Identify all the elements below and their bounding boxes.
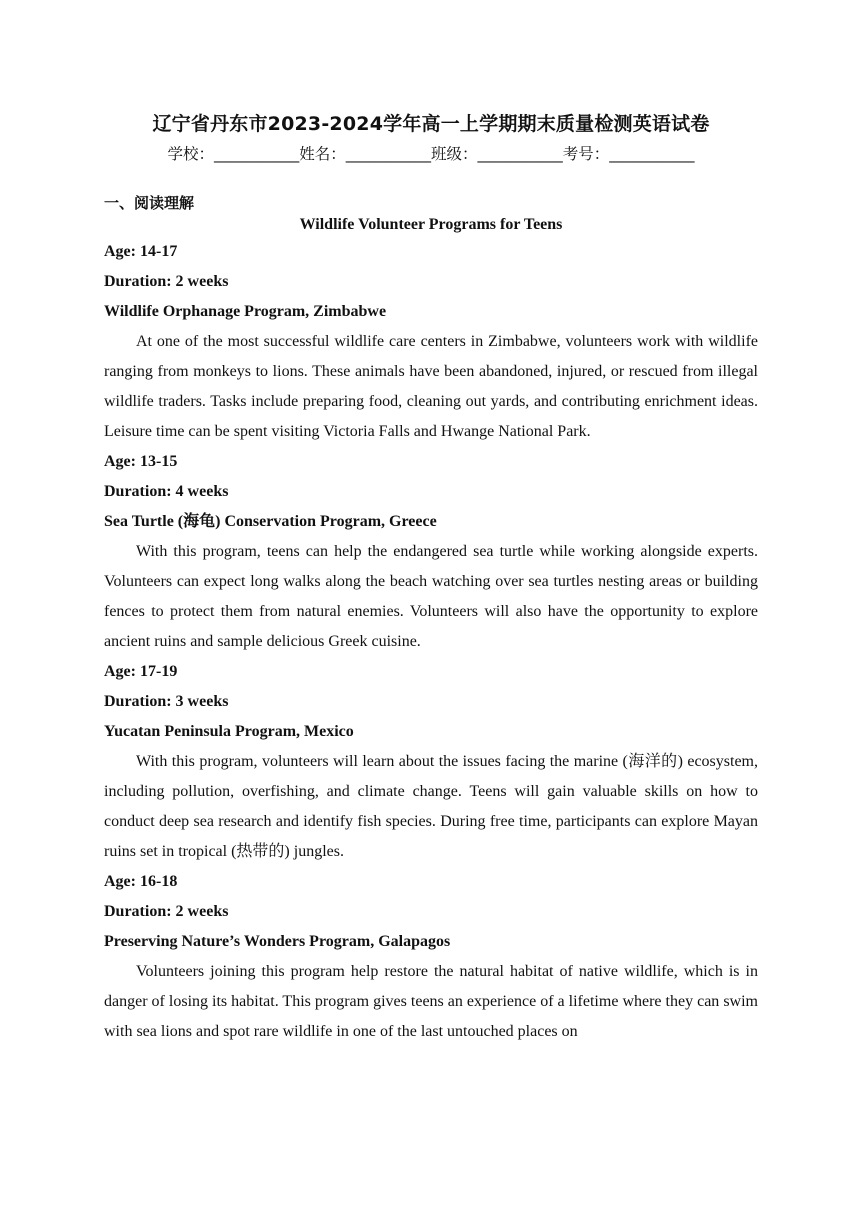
program-age: Age: 14-17	[104, 243, 178, 260]
program-duration: Duration: 4 weeks	[104, 483, 229, 500]
program-name: Yucatan Peninsula Program, Mexico	[104, 723, 354, 740]
program-duration: Duration: 3 weeks	[104, 693, 229, 710]
student-info-line: 学校：___________姓名：___________班级：___________考号：___________	[167, 145, 695, 163]
program-name: Wildlife Orphanage Program, Zimbabwe	[104, 303, 387, 320]
program-description: With this program, teens can help the endangered sea turtle while working alongside experts. Volunteers can expect long walks along the beach watching over sea turtles nesting areas or building fences to protect them from natural enemies. Volunteers will also have the opportunity to explore ancient ruins and sample delicious Greek cuisine.	[104, 543, 758, 650]
program-mexico	[104, 657, 758, 867]
program-duration: Duration: 2 weeks	[104, 903, 229, 920]
passage-title: Wildlife Volunteer Programs for Teens	[299, 216, 563, 233]
section-heading: 一、阅读理解	[104, 194, 195, 212]
program-age: Age: 13-15	[104, 453, 178, 470]
program-galapagos	[104, 867, 758, 1047]
program-name: Preserving Nature’s Wonders Program, Galapagos	[104, 933, 451, 950]
program-description: At one of the most successful wildlife care centers in Zimbabwe, volunteers work with wildlife ranging from monkeys to lions. These animals have been abandoned, injured, or rescued from illegal wildlife traders. Tasks include preparing food, cleaning out yards, and contributing enrichment ideas. Leisure time can be spent visiting Victoria Falls and Hwange National Park.	[104, 333, 758, 440]
document-page	[104, 108, 758, 1047]
program-description: Volunteers joining this program help restore the natural habitat of native wildlife, which is in danger of losing its habitat. This program gives teens an experience of a lifetime where they can swim with sea lions and spot rare wildlife in one of the last untouched places on	[104, 963, 758, 1040]
document-title: 辽宁省丹东市2023-2024学年高一上学期期末质量检测英语试卷	[152, 113, 710, 135]
program-description: With this program, volunteers will learn about the issues facing the marine (海洋的) ecosystem, including pollution, overfishing, and climate change. Teens will gain valuable skills on how to conduct deep sea research and identify fish species. During free time, participants can explore Mayan ruins set in tropical (热带的) jungles.	[104, 753, 758, 860]
program-zimbabwe	[104, 237, 758, 447]
program-age: Age: 16-18	[104, 873, 178, 890]
program-name: Sea Turtle (海龟) Conservation Program, Greece	[104, 513, 437, 530]
program-duration: Duration: 2 weeks	[104, 273, 229, 290]
program-age: Age: 17-19	[104, 663, 178, 680]
program-greece	[104, 447, 758, 657]
